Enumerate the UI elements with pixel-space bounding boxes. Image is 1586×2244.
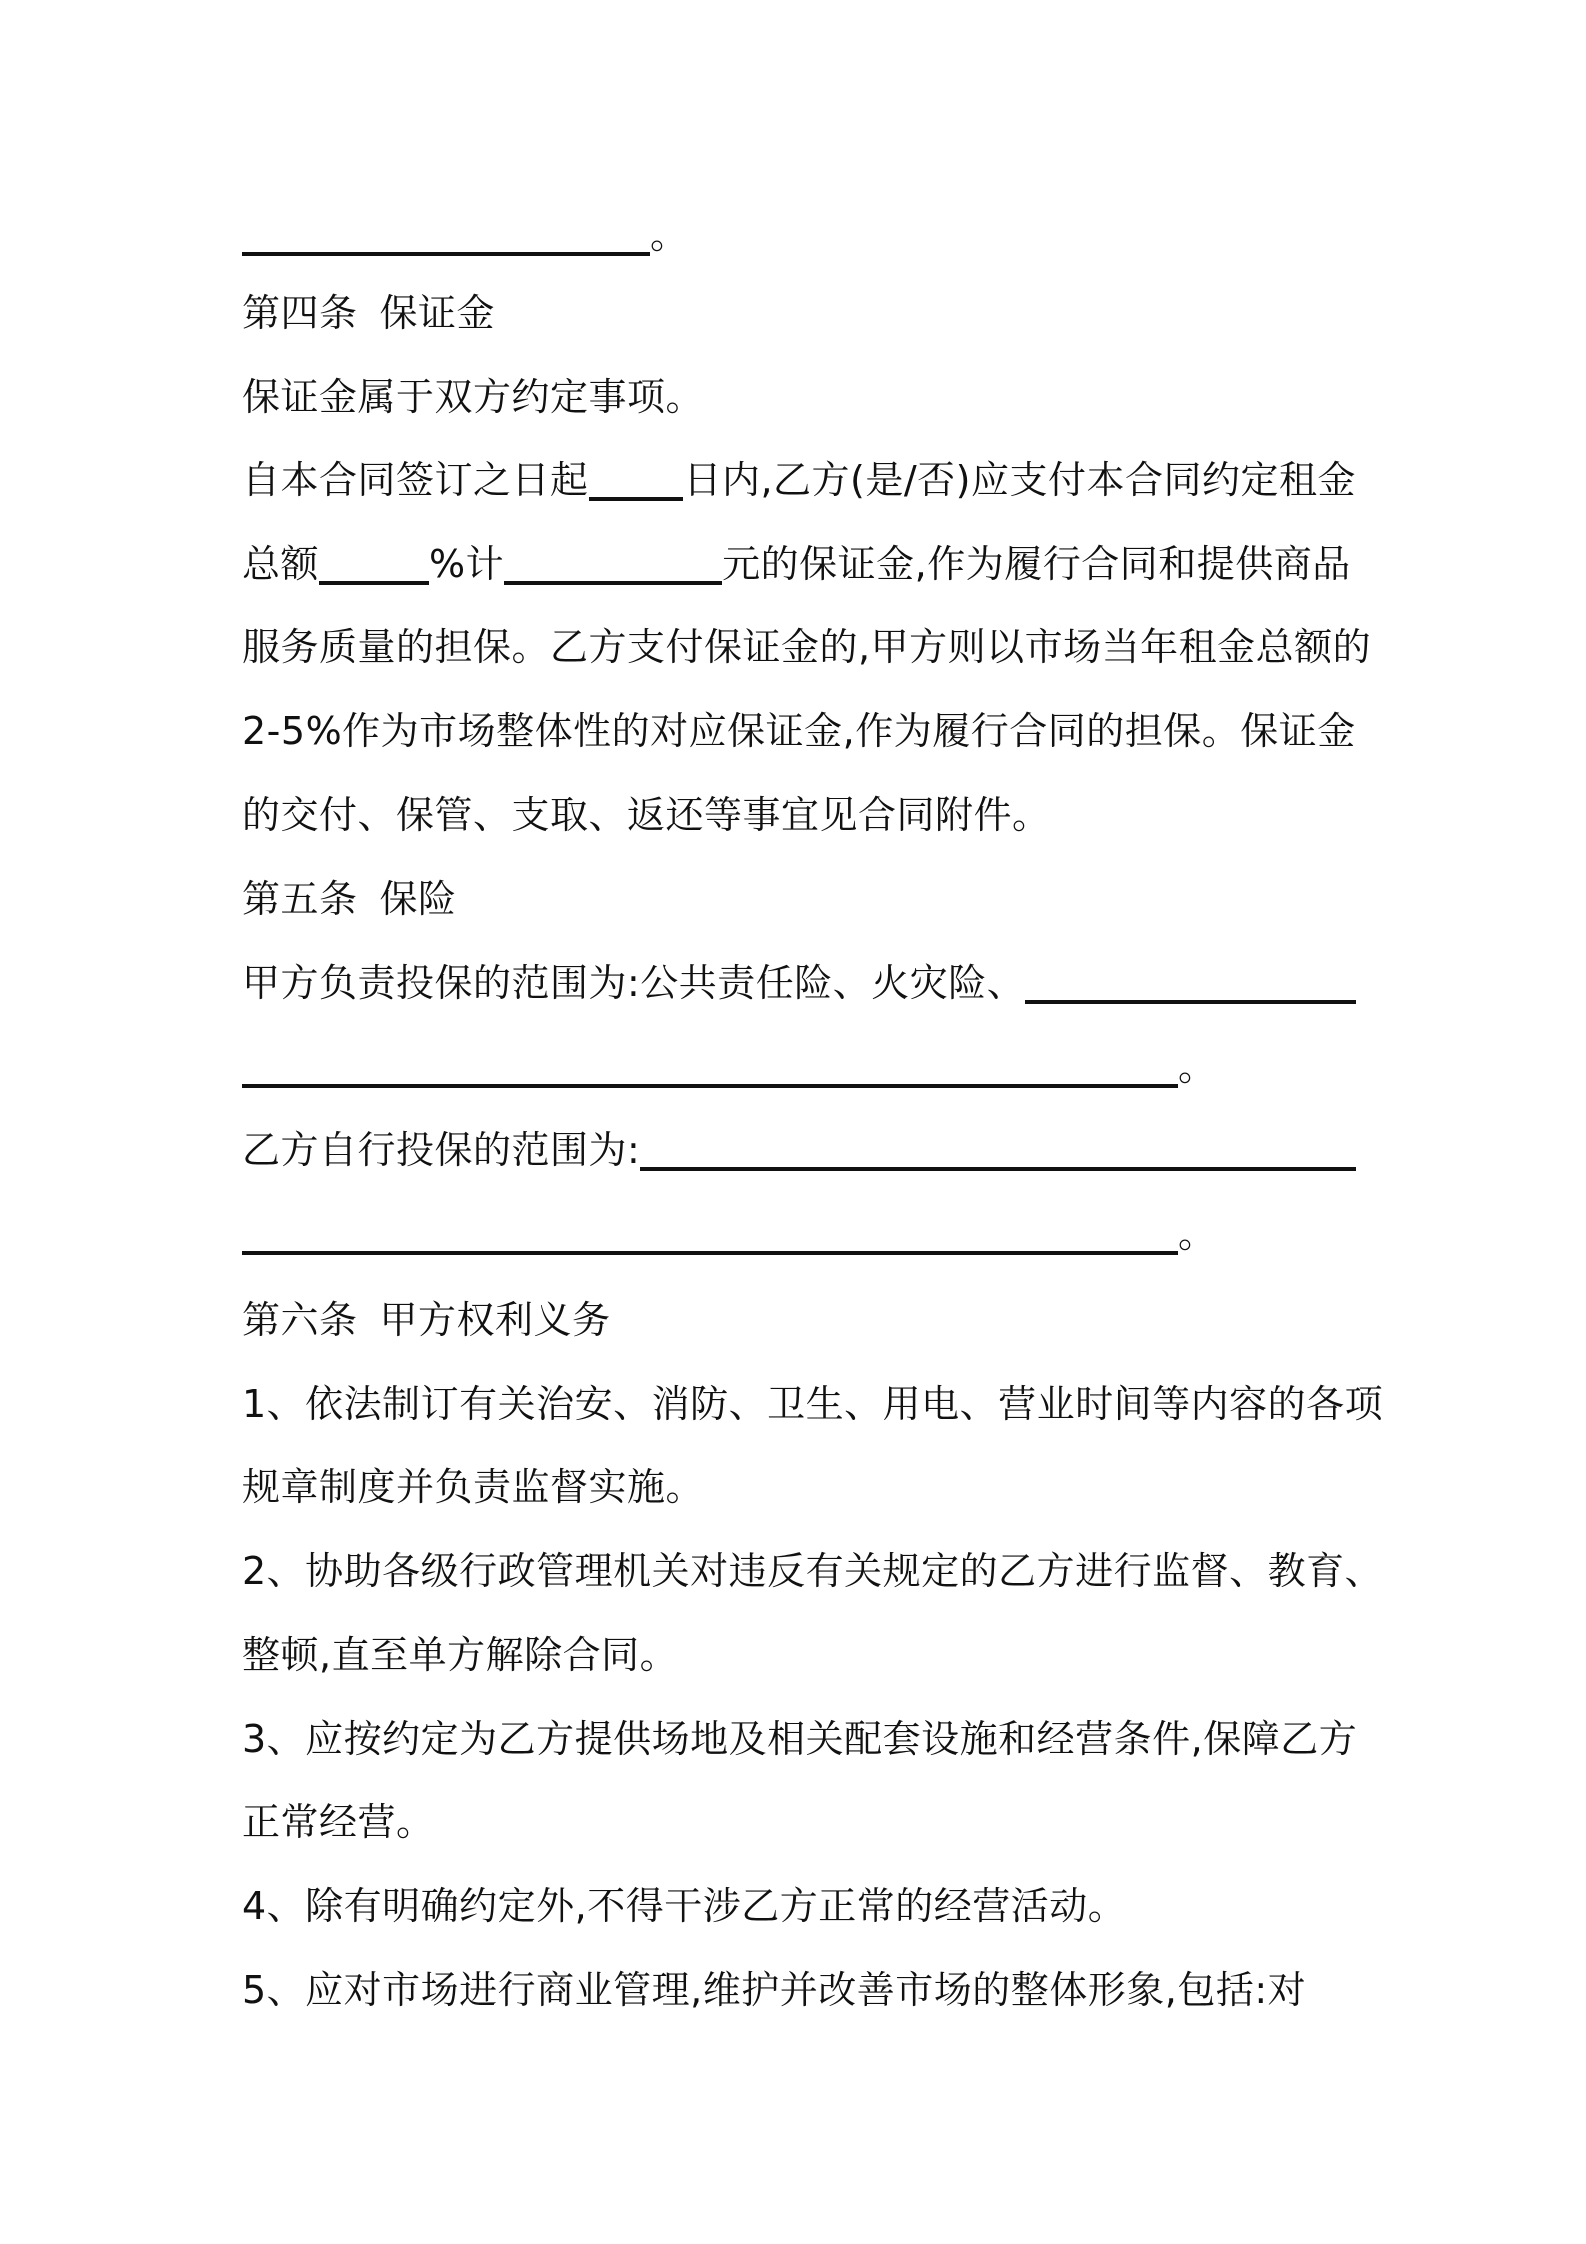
- fill-in-line: [242, 1204, 1356, 1264]
- article-title: 甲方权利义务: [379, 1298, 611, 1342]
- paragraph: [242, 953, 1356, 1013]
- article-title: 保证金: [379, 291, 496, 335]
- paragraph: [242, 1120, 1356, 1180]
- article-title: 保险: [379, 877, 457, 921]
- list-item-continued: 规章制度并负责监督实施。: [242, 1465, 705, 1509]
- percent-blank[interactable]: [319, 543, 429, 585]
- amount-blank[interactable]: [504, 543, 722, 585]
- paragraph: 保证金属于双方约定事项。: [242, 375, 705, 419]
- text-segment: %计: [429, 542, 505, 586]
- paragraph: 的交付、保管、支取、返还等事宜见合同附件。: [242, 793, 1051, 837]
- text-segment: 元的保证金,作为履行合同和提供商品: [722, 542, 1351, 586]
- period: 。: [650, 213, 689, 257]
- self-insurance-blank[interactable]: [640, 1129, 1356, 1171]
- paragraph: [242, 450, 1356, 510]
- list-item: 3、应按约定为乙方提供场地及相关配套设施和经营条件,保障乙方: [242, 1717, 1358, 1761]
- article-5-heading: [242, 869, 1356, 929]
- text-segment: 总额: [242, 542, 320, 586]
- self-insurance-blank-continued[interactable]: [242, 1213, 1178, 1255]
- fill-in-line: [242, 205, 1356, 265]
- blank-field[interactable]: [242, 214, 650, 256]
- insurance-blank-continued[interactable]: [242, 1046, 1178, 1088]
- paragraph: 服务质量的担保。乙方支付保证金的,甲方则以市场当年租金总额的: [242, 625, 1372, 669]
- text-segment: 自本合同签订之日起: [242, 458, 589, 502]
- insurance-blank[interactable]: [1025, 962, 1356, 1004]
- list-item: 4、除有明确约定外,不得干涉乙方正常的经营活动。: [242, 1884, 1127, 1928]
- paragraph: [242, 534, 1356, 594]
- article-number: 第四条: [242, 291, 358, 335]
- text-segment: 日内,乙方(是/否)应支付本合同约定租金: [683, 458, 1356, 502]
- article-6-heading: [242, 1290, 1356, 1350]
- period: 。: [1178, 1045, 1217, 1089]
- article-4-heading: [242, 283, 1356, 343]
- article-number: 第六条: [242, 1298, 358, 1342]
- list-item: 1、依法制订有关治安、消防、卫生、用电、营业时间等内容的各项: [242, 1382, 1384, 1426]
- list-item-continued: 正常经营。: [242, 1800, 435, 1844]
- paragraph: 2-5%作为市场整体性的对应保证金,作为履行合同的担保。保证金: [242, 709, 1356, 753]
- period: 。: [1178, 1212, 1217, 1256]
- fill-in-line: [242, 1037, 1356, 1097]
- text-segment: 甲方负责投保的范围为:公共责任险、火灾险、: [242, 961, 1026, 1005]
- list-item-continued: 整顿,直至单方解除合同。: [242, 1633, 679, 1677]
- article-number: 第五条: [242, 877, 358, 921]
- list-item: 2、协助各级行政管理机关对违反有关规定的乙方进行监督、教育、: [242, 1549, 1384, 1593]
- days-blank[interactable]: [589, 459, 684, 501]
- text-segment: 乙方自行投保的范围为:: [242, 1128, 641, 1172]
- list-item: 5、应对市场进行商业管理,维护并改善市场的整体形象,包括:对: [242, 1968, 1307, 2012]
